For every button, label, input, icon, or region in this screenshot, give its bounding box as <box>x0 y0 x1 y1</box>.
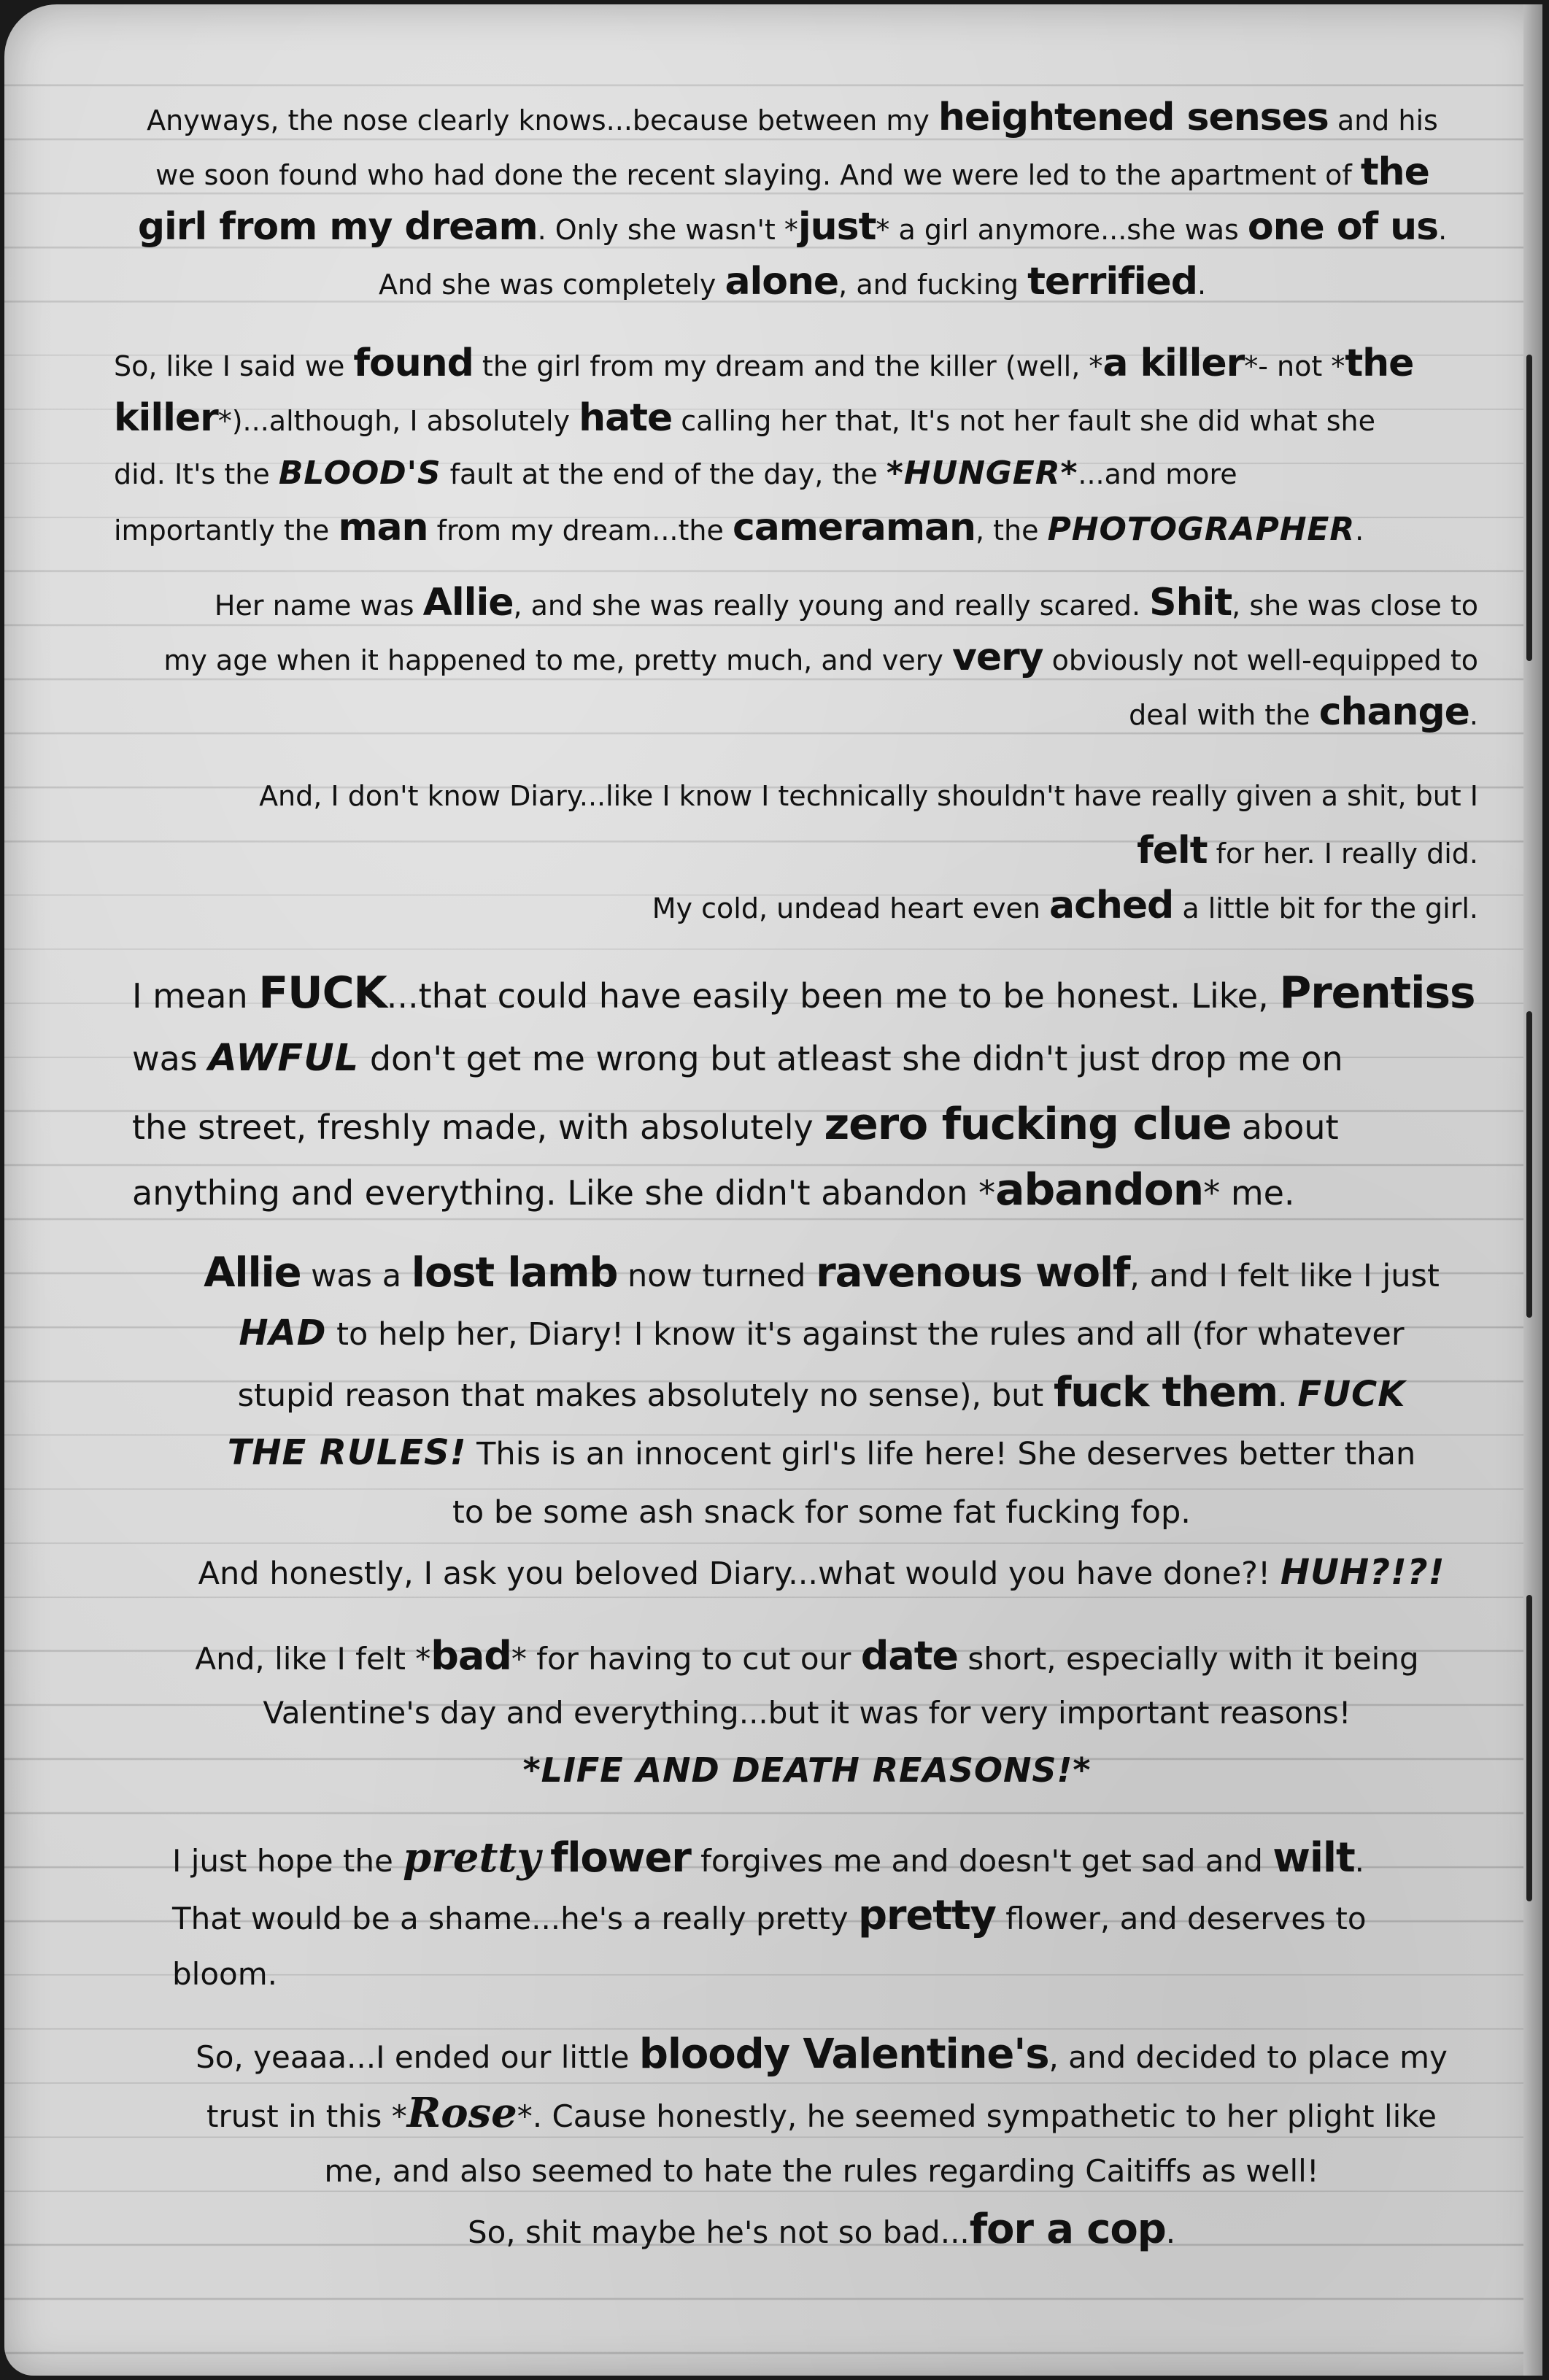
diary-line <box>165 1483 1478 1542</box>
diary-paragraph <box>114 90 1471 309</box>
emphasized-word: Allie <box>204 1249 301 1297</box>
diary-line <box>114 501 1493 555</box>
emphasized-word: girl from my dream <box>137 205 538 249</box>
text-run: short, especially with it being <box>957 1641 1419 1677</box>
emphasized-word: cameraman <box>732 506 976 549</box>
text-run: This is an innocent girl's life here! She deserves better than <box>466 1436 1416 1472</box>
diary-paragraph <box>114 576 1478 740</box>
text-run: My cold, undead heart even <box>652 892 1050 924</box>
text-run: trust in this * <box>206 2098 407 2134</box>
text-run: my age when it happened to me, pretty much, and very <box>163 644 952 676</box>
text-run: now turned <box>617 1258 816 1294</box>
emphasized-word: *LIFE AND DEATH REASONS!* <box>522 1750 1092 1790</box>
text-run: the street, freshly made, with absolutely <box>132 1108 824 1147</box>
diary-paragraph <box>132 960 1504 1223</box>
diary-line <box>132 1092 1504 1157</box>
text-run: . <box>1438 214 1448 246</box>
text-run: So, like I said we <box>114 350 354 382</box>
emphasized-word: for a cop <box>969 2206 1166 2253</box>
text-run: . <box>1278 1378 1298 1414</box>
emphasized-word: fuck them <box>1053 1369 1278 1416</box>
text-run: . <box>1165 2214 1176 2250</box>
emphasized-word: pretty <box>403 1834 541 1882</box>
text-run: flower, and deserves to <box>995 1901 1367 1936</box>
emphasized-word: killer <box>114 396 218 440</box>
emphasized-word: THE RULES! <box>227 1432 467 1473</box>
text-run: , the <box>976 514 1048 546</box>
emphasized-word: terrified <box>1027 260 1197 304</box>
text-run: I just hope the <box>172 1843 403 1879</box>
diary-line <box>172 1945 1486 2004</box>
diary-line <box>114 824 1478 878</box>
diary-line <box>114 336 1493 391</box>
text-run: ...and more <box>1078 458 1237 490</box>
diary-paragraph <box>114 336 1493 555</box>
text-run: me, and also seemed to hate the rules regarding Caitiffs as well! <box>324 2153 1319 2189</box>
diary-line <box>114 630 1478 685</box>
text-run: * a girl anymore...she was <box>876 214 1248 246</box>
diary-paragraph <box>114 769 1478 933</box>
text-run: for her. I really did. <box>1207 838 1478 870</box>
text-run: ...that could have easily been me to be honest. Like, <box>386 976 1280 1016</box>
text-run: And honestly, I ask you beloved Diary...what would you have done?! <box>198 1556 1280 1592</box>
text-run: the girl from my dream and the killer (well, * <box>473 350 1103 382</box>
text-run: fault at the end of the day, the <box>441 458 886 490</box>
text-run: Her name was <box>214 590 423 622</box>
emphasized-word: HAD <box>239 1313 327 1353</box>
text-run: was a <box>301 1258 412 1294</box>
diary-line <box>114 878 1478 933</box>
diary-line <box>165 2201 1478 2259</box>
diary-line <box>165 1243 1478 1303</box>
emphasized-word: the <box>1345 341 1414 385</box>
emphasized-word: man <box>338 506 428 549</box>
emphasized-word: lost lamb <box>411 1249 618 1297</box>
emphasized-word: change <box>1318 690 1469 734</box>
diary-line <box>114 391 1493 446</box>
text-run: from my dream...the <box>428 514 733 546</box>
text-run: , she was close to <box>1232 590 1478 622</box>
text-run: *. Cause honestly, he seemed sympathetic to her plight like <box>517 2098 1437 2134</box>
diary-line <box>150 1628 1464 1685</box>
text-run: . Only she wasn't * <box>537 214 798 246</box>
emphasized-word: Allie <box>422 581 514 625</box>
emphasized-word: BLOOD'S <box>278 455 441 492</box>
text-run: bloom. <box>172 1956 277 1992</box>
diary-paragraph <box>165 1243 1478 1602</box>
emphasized-word: one of us <box>1247 205 1439 249</box>
text-run: So, yeaaa...I ended our little <box>196 2039 639 2075</box>
text-run: did. It's the <box>114 458 279 490</box>
text-run: * me. <box>1203 1173 1295 1213</box>
diary-paragraph <box>165 2025 1478 2259</box>
text-run: a little bit for the girl. <box>1173 892 1478 924</box>
diary-line <box>114 446 1493 501</box>
diary-line <box>165 2142 1478 2201</box>
emphasized-word: a killer <box>1102 341 1245 385</box>
diary-line <box>132 1157 1504 1223</box>
text-run: was <box>132 1039 209 1078</box>
emphasized-word: pretty <box>857 1892 996 1939</box>
text-run: . <box>1197 268 1207 301</box>
diary-line <box>114 576 1478 630</box>
emphasized-word: found <box>353 341 474 385</box>
emphasized-word: wilt <box>1272 1834 1355 1882</box>
emphasized-word: heightened senses <box>938 96 1329 139</box>
diary-line <box>114 90 1471 145</box>
text-run: to be some ash snack for some fat fucking fop. <box>452 1494 1191 1531</box>
diary-line <box>165 1363 1478 1423</box>
emphasized-word: the <box>1360 150 1429 194</box>
text-run: *- not * <box>1244 350 1345 382</box>
emphasized-word: Rose <box>406 2089 517 2137</box>
emphasized-word: very <box>951 635 1043 679</box>
emphasized-word: alone <box>725 260 839 304</box>
diary-line <box>165 1542 1478 1602</box>
text-run: I mean <box>132 976 259 1016</box>
text-run: forgives me and doesn't get sad and <box>690 1843 1273 1879</box>
diary-line <box>114 200 1471 255</box>
emphasized-word: AWFUL <box>208 1037 360 1080</box>
text-run: , and decided to place my <box>1048 2039 1448 2075</box>
notebook-page <box>4 4 1542 2376</box>
diary-line <box>114 685 1478 740</box>
emphasized-word: ached <box>1049 884 1174 927</box>
emphasized-word: bad <box>430 1633 511 1679</box>
emphasized-word: just <box>797 205 876 249</box>
text-run: And, I don't know Diary...like I know I technically shouldn't have really given a shit, but I <box>259 780 1478 812</box>
diary-line <box>114 255 1471 309</box>
text-run: we soon found who had done the recent slaying. And we were led to the apartment of <box>155 159 1361 191</box>
diary-paragraph <box>150 1628 1464 1798</box>
diary-line <box>165 2084 1478 2142</box>
diary-line <box>165 1303 1478 1363</box>
diary-line <box>150 1742 1464 1798</box>
diary-line <box>172 1828 1486 1887</box>
text-run: calling her that, It's not her fault she did what she <box>672 405 1375 437</box>
emphasized-word: FUCK <box>258 967 387 1019</box>
emphasized-word: HUH?!?! <box>1280 1552 1445 1593</box>
emphasized-word: flower <box>550 1834 691 1882</box>
text-run: And she was completely <box>378 268 725 301</box>
diary-line <box>114 769 1478 824</box>
text-run: . <box>1355 514 1364 546</box>
diary-text <box>4 4 1542 2376</box>
text-run: *)...although, I absolutely <box>217 405 579 437</box>
text-run: So, shit maybe he's not so bad... <box>467 2214 970 2250</box>
text-run: don't get me wrong but atleast she didn't just drop me on <box>359 1039 1343 1078</box>
text-run: , and fucking <box>838 268 1028 301</box>
emphasized-word: date <box>860 1633 958 1679</box>
text-run: Valentine's day and everything...but it was for very important reasons! <box>263 1695 1351 1731</box>
text-run: , and I felt like I just <box>1129 1258 1440 1294</box>
emphasized-word: felt <box>1137 829 1208 873</box>
diary-line <box>165 2025 1478 2084</box>
emphasized-word: bloody Valentine's <box>638 2031 1049 2078</box>
emphasized-word: PHOTOGRAPHER <box>1047 511 1356 548</box>
text-run: to help her, Diary! I know it's against the rules and all (for whatever <box>326 1316 1405 1353</box>
text-run: * for having to cut our <box>511 1641 861 1677</box>
text-run: importantly the <box>114 514 339 546</box>
text-run: And, like I felt * <box>195 1641 431 1677</box>
diary-line <box>172 1887 1486 1945</box>
emphasized-word: Shit <box>1149 581 1232 625</box>
text-run: . <box>1354 1843 1364 1879</box>
emphasized-word: Prentiss <box>1279 967 1475 1019</box>
text-run: about <box>1231 1108 1339 1147</box>
text-run: That would be a shame...he's a really pretty <box>172 1901 858 1936</box>
emphasized-word: zero fucking clue <box>824 1099 1232 1150</box>
emphasized-word: abandon <box>995 1164 1204 1216</box>
text-run: deal with the <box>1129 699 1319 731</box>
diary-line <box>150 1685 1464 1742</box>
text-run <box>541 1843 550 1879</box>
diary-paragraph <box>172 1828 1486 2004</box>
text-run: anything and everything. Like she didn't abandon * <box>132 1173 996 1213</box>
text-run: . <box>1469 699 1478 731</box>
diary-line <box>165 1423 1478 1483</box>
text-run: , and she was really young and really scared. <box>513 590 1150 622</box>
emphasized-word: *HUNGER* <box>886 455 1078 492</box>
diary-line <box>132 1026 1504 1092</box>
diary-line <box>132 960 1504 1026</box>
text-run: obviously not well-equipped to <box>1043 644 1478 676</box>
emphasized-word: hate <box>579 396 673 440</box>
text-run: and his <box>1328 104 1438 136</box>
text-run: stupid reason that makes absolutely no sense), but <box>237 1378 1054 1414</box>
emphasized-word: FUCK <box>1297 1374 1406 1415</box>
emphasized-word: ravenous wolf <box>816 1249 1130 1297</box>
diary-line <box>114 145 1471 200</box>
text-run: Anyways, the nose clearly knows...because between my <box>147 104 938 136</box>
